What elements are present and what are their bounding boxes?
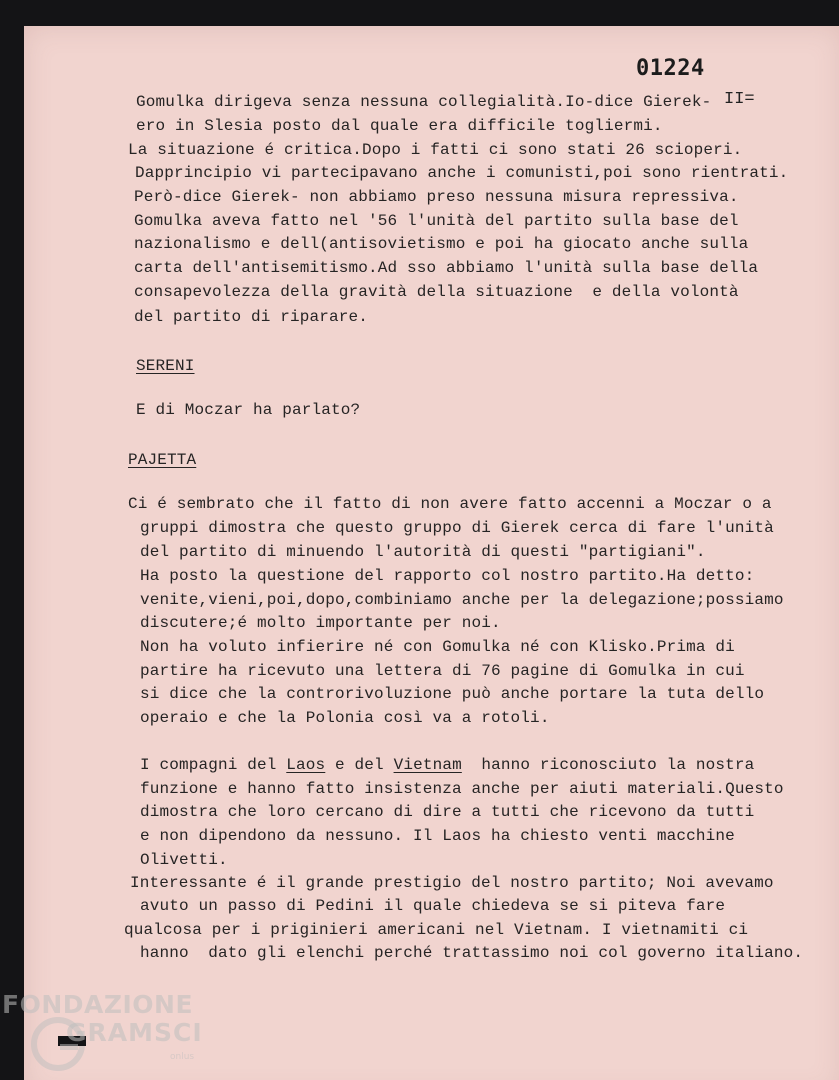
text-line: gruppi dimostra che questo gruppo di Gierek cerca di fare l'unità <box>140 519 774 537</box>
text-run: hanno riconosciuto la nostra <box>461 756 755 774</box>
text-line: si dice che la controrivoluzione può anche portare la tuta dello <box>140 685 765 703</box>
text-line: Non ha voluto infierire né con Gomulka né con Klisko.Prima di <box>140 638 735 656</box>
typewritten-page <box>24 26 839 1080</box>
text-line: Però-dice Gierek- non abbiamo preso nessuna misura repressiva. <box>134 188 739 206</box>
watermark-onlus: onlus <box>170 1052 195 1062</box>
text-line: Ci é sembrato che il fatto di non avere fatto accenni a Moczar o a <box>128 495 772 513</box>
underlined-laos: Laos <box>286 756 326 774</box>
text-line: discutere;é molto importante per noi. <box>140 614 501 632</box>
text-run: e del <box>325 756 394 774</box>
text-line: operaio e che la Polonia così va a rotoli. <box>140 709 550 727</box>
text-run: I compagni del <box>140 756 287 774</box>
text-line: carta dell'antisemitismo.Ad sso abbiamo l'unità sulla base della <box>134 259 759 277</box>
text-line: La situazione é critica.Dopo i fatti ci sono stati 26 scioperi. <box>128 141 743 159</box>
text-line: Dapprincipio vi partecipavano anche i comunisti,poi sono rientrati. <box>135 164 789 182</box>
text-line: Ha posto la questione del rapporto col nostro partito.Ha detto: <box>140 567 755 585</box>
watermark-fondazione: FONDAZIONE <box>2 990 194 1019</box>
text-line: qualcosa per i priginieri americani nel Vietnam. I vietnamiti ci <box>124 921 749 939</box>
speaker-heading-pajetta: PAJETTA <box>128 451 197 469</box>
page-number: 01224 <box>636 56 705 81</box>
text-line: funzione e hanno fatto insistenza anche per aiuti materiali.Questo <box>140 780 784 798</box>
question-line: E di Moczar ha parlato? <box>136 401 361 419</box>
text-line: Interessante é il grande prestigio del nostro partito; Noi avevamo <box>130 874 774 892</box>
watermark-gramsci: GRAMSCI <box>66 1018 203 1047</box>
text-line: avuto un passo di Pedini il quale chiedeva se si piteva fare <box>140 897 726 915</box>
text-line: e non dipendono da nessuno. Il Laos ha chiesto venti macchine <box>140 827 735 845</box>
text-line: partire ha ricevuto una lettera di 76 pagine di Gomulka in cui <box>140 662 745 680</box>
text-line: nazionalismo e dell(antisovietismo e poi ha giocato anche sulla <box>134 235 749 253</box>
text-line: Gomulka dirigeva senza nessuna collegialità.Io-dice Gierek- <box>136 93 712 111</box>
section-mark: II= <box>724 90 755 109</box>
archive-watermark <box>0 988 230 1080</box>
text-line: del partito di riparare. <box>134 308 369 326</box>
text-line: dimostra che loro cercano di dire a tutti che ricevono da tutti <box>140 803 755 821</box>
text-line: hanno dato gli elenchi perché trattassimo noi col governo italiano. <box>140 944 804 962</box>
text-line: consapevolezza della gravità della situazione e della volontà <box>134 283 739 301</box>
text-line: Olivetti. <box>140 851 228 869</box>
text-line <box>140 755 754 775</box>
speaker-heading-sereni: SERENI <box>136 357 195 375</box>
underlined-vietnam: Vietnam <box>393 756 462 774</box>
text-line: venite,vieni,poi,dopo,combiniamo anche per la delegazione;possiamo <box>140 591 784 609</box>
text-line: ero in Slesia posto dal quale era difficile togliermi. <box>136 117 663 135</box>
text-line: Gomulka aveva fatto nel '56 l'unità del partito sulla base del <box>134 212 739 230</box>
text-line: del partito di minuendo l'autorità di questi "partigiani". <box>140 543 706 561</box>
